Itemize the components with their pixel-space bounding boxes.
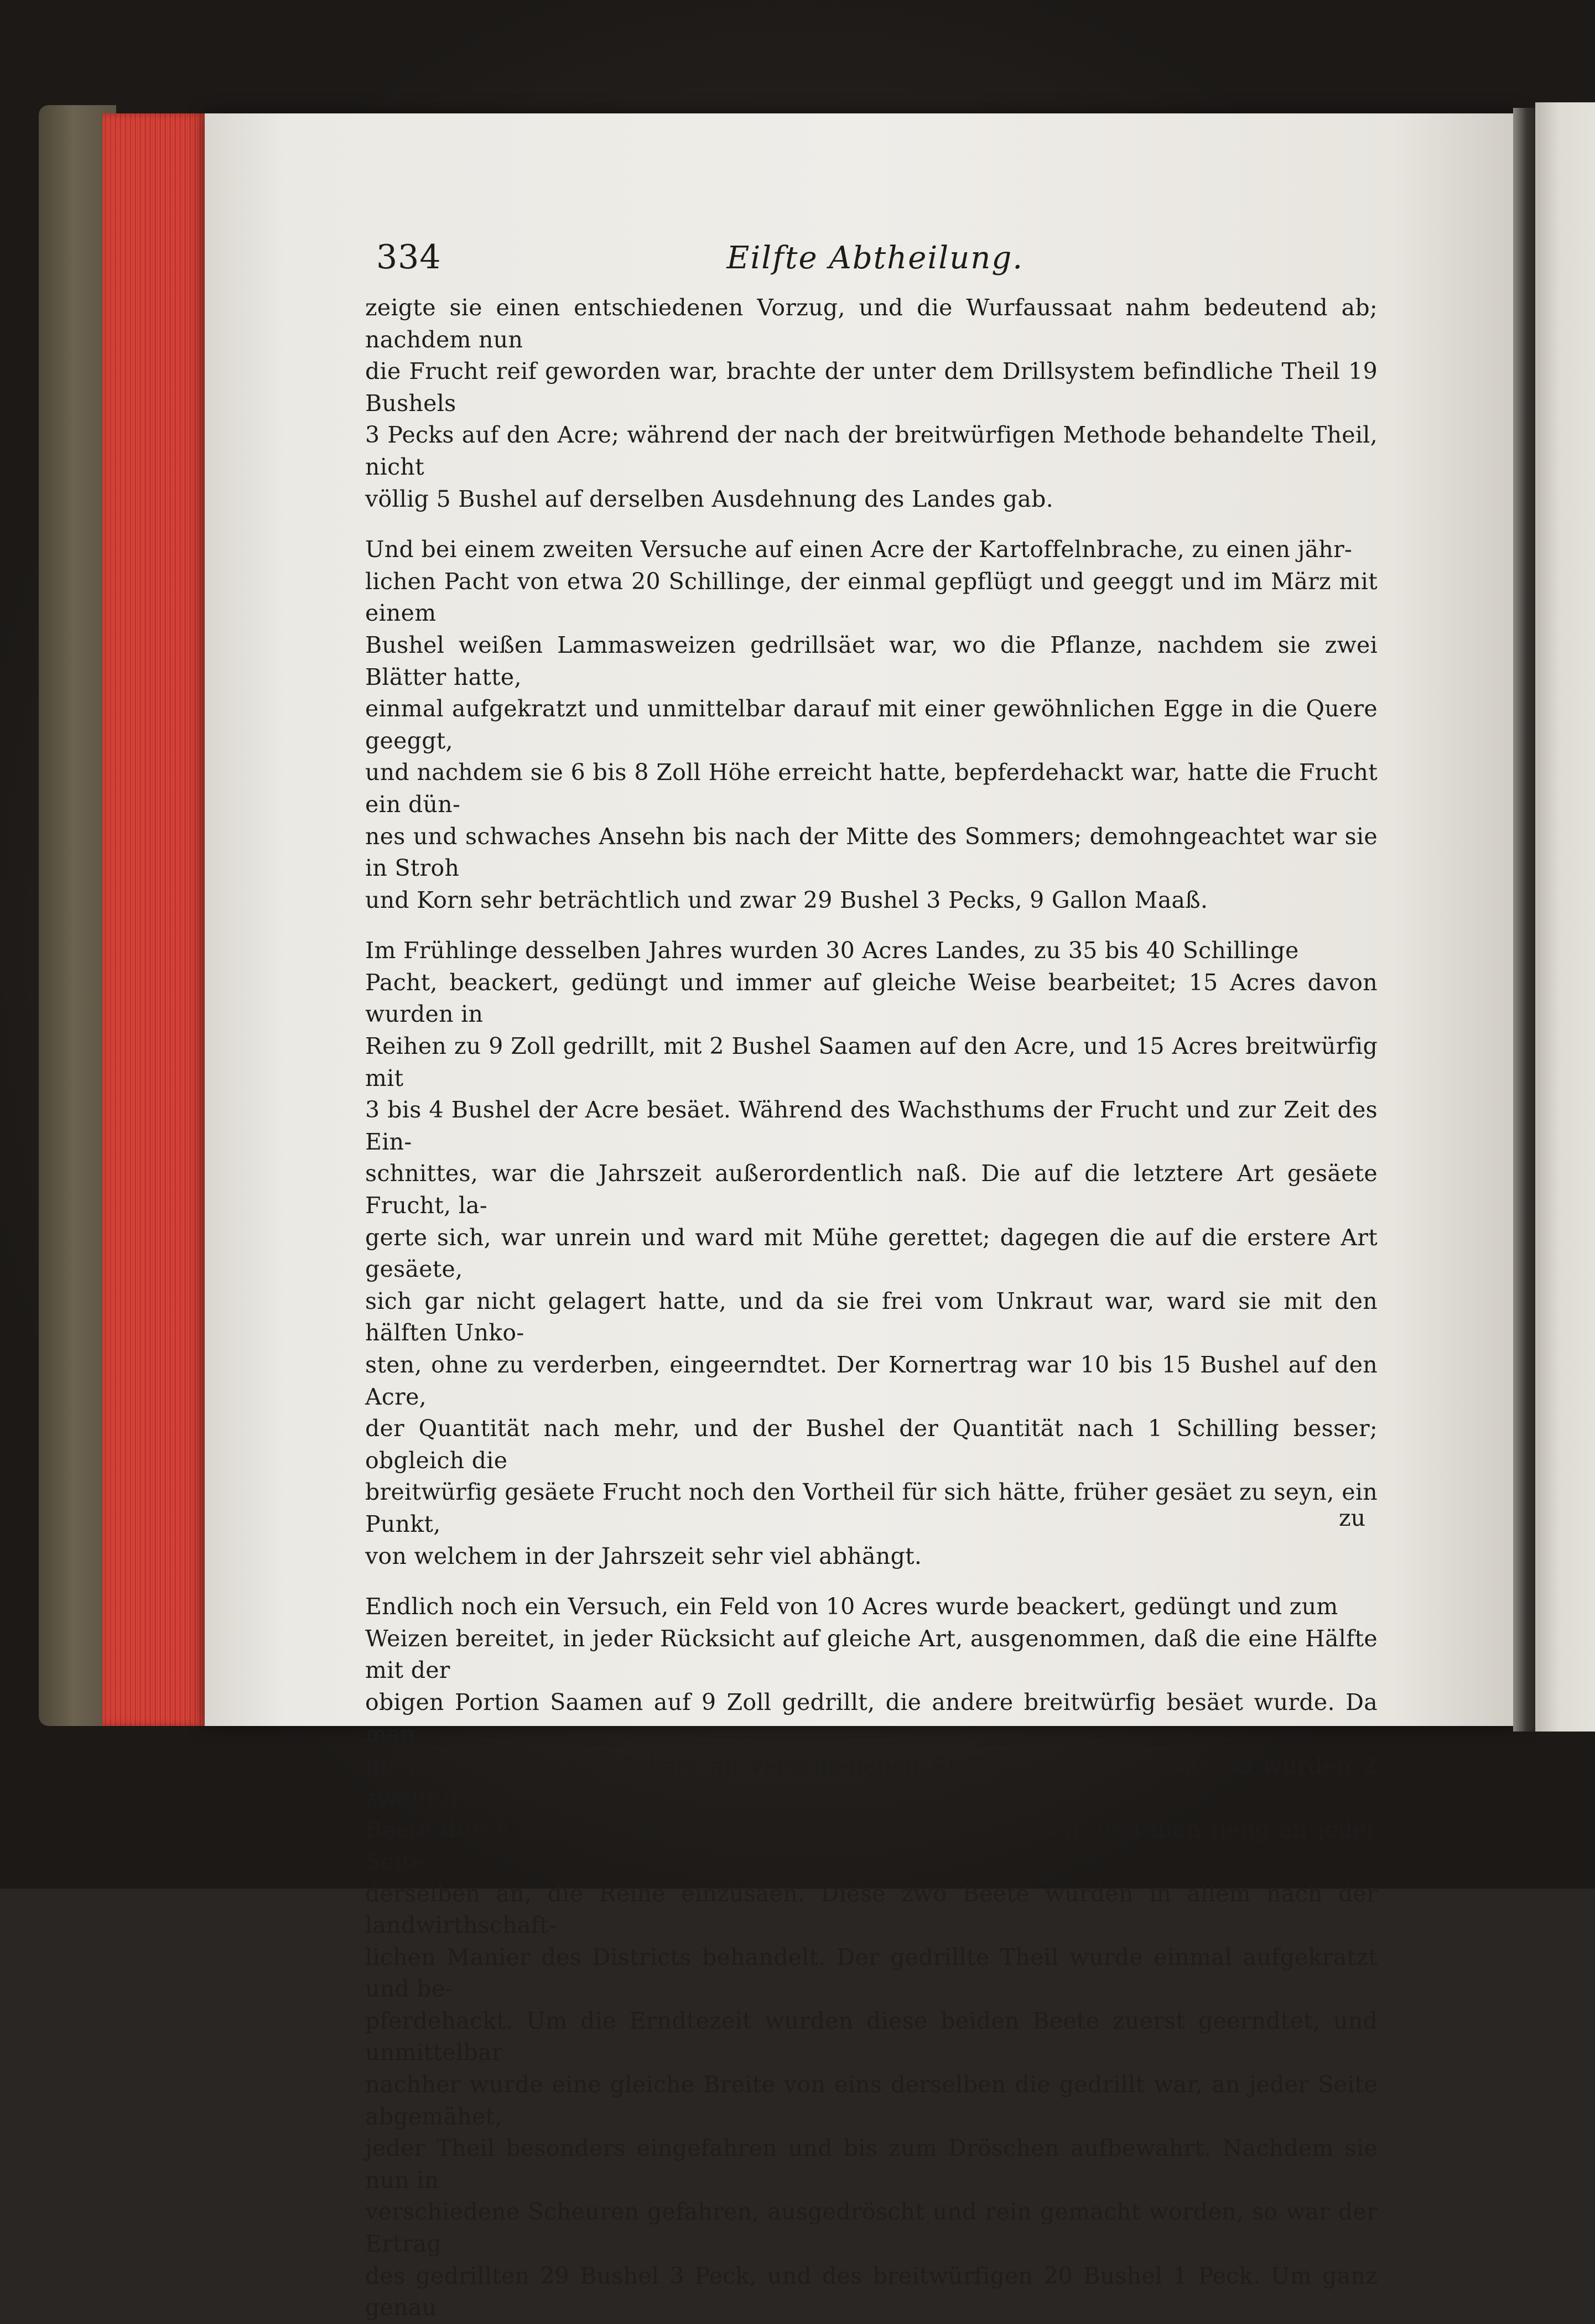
paragraph-2: Und bei einem zweiten Versuche auf einen Acre der Kartoffelnbrache, zu einen jähr- lichen Pacht von etwa 20 Schillinge, der einmal gepflügt und geeggt und im März mit einem Bushel weißen Lammasweizen gedrillsäet war, wo die Pflanze, nachdem sie zwei Blätter hatte, einmal aufgekratzt und unmittelbar darauf mit einer gewöhnlichen Egge in die Quere geeggt, und nachdem sie 6 bis 8 Zoll Höhe erreicht hatte, bepferdehackt war, hatte die Frucht ein dün- nes und schwaches Ansehn bis nach der Mitte des Sommers; demohngeachtet war sie in Stroh und Korn sehr beträchtlich und zwar 29 Bushel 3 Pecks, 9 Gallon Maaß. [365,536,1378,913]
paragraph-1: zeigte sie einen entschiedenen Vorzug, und die Wurfaussaat nahm bedeutend ab; nachdem nun die Frucht reif geworden war, brachte der unter dem Drillsystem befindliche Theil 19 Bushels 3 Pecks auf den Acre; während der nach der breitwürfigen Methode behandelte Theil, nicht völlig 5 Bushel auf derselben Ausdehnung des Landes gab. [365,294,1378,512]
paragraph-4: Endlich noch ein Versuch, ein Feld von 10 Acres wurde beackert, gedüngt und zum Weizen bereitet, in jeder Rücksicht auf gleiche Art, ausgenommen, daß die eine Hälfte mit der obigen Portion Saamen auf 9 Zoll gedrillt, die andere breitwürfig besäet wurde. Da man über den Werth des Ackers an verschiedenen Stellen zweifelhaft war, so wurden 2 zwölffurchige Beete durch die Mitte des zu drillenden Theils aufgeworfen, und man fieng an jeder Seite derselben an, die Reihe einzusäen. Diese zwo Beete wurden in allem nach der landwirthschaft- lichen Manier des Districts behandelt. Der gedrillte Theil wurde einmal aufgekratzt und be- pferdehackt. Um die Erndtezeit wurden diese beiden Beete zuerst geerndtet, und unmittelbar nachher wurde eine gleiche Breite von eins derselben die gedrillt war, an jeder Seite abgemähet, jeder Theil besonders eingefahren und bis zum Dröschen aufbewahrt. Nachdem sie nun in verschiedene Scheuren gefahren, ausgedröscht und rein gemacht worden, so war der Ertrag des gedrillten 29 Bushel 3 Peck, und des breitwürfigen 20 Bushel 1 Peck. Um ganz genau [365,1593,1378,2321]
page-header [376,238,1023,277]
book-gutter [1513,108,1535,1732]
catchword: zu [1339,1505,1366,1531]
paragraph-3: Im Frühlinge desselben Jahres wurden 30 Acres Landes, zu 35 bis 40 Schillinge Pacht, beackert, gedüngt und immer auf gleiche Weise bearbeitet; 15 Acres davon wurden in Reihen zu 9 Zoll gedrillt, mit 2 Bushel Saamen auf den Acre, und 15 Acres breitwürfig mit 3 bis 4 Bushel der Acre besäet. Während des Wachsthums der Frucht und zur Zeit des Ein- schnittes, war die Jahrszeit außerordentlich naß. Die auf die letztere Art gesäete Frucht, la- gerte sich, war unrein und ward mit Mühe gerettet; dagegen die auf die erstere Art gesäete, sich gar nicht gelagert hatte, und da sie frei vom Unkraut war, ward sie mit den hälften Unko- sten, ohne zu verderben, eingeerndtet. Der Kornertrag war 10 bis 15 Bushel auf den Acre, der Quantität nach mehr, und der Bushel der Quantität nach 1 Schilling besser; obgleich die breitwürfig gesäete Frucht noch den Vortheil für sich hätte, früher gesäet zu seyn, ein Punkt, von welchem in der Jahrszeit sehr viel abhängt. [365,937,1378,1569]
page-number: 334 [376,238,441,277]
body-text [365,292,1378,2324]
running-title: Eilfte Abtheilung. [726,240,1023,276]
red-page-edges [102,113,207,1726]
facing-page-edge [1535,102,1595,1732]
